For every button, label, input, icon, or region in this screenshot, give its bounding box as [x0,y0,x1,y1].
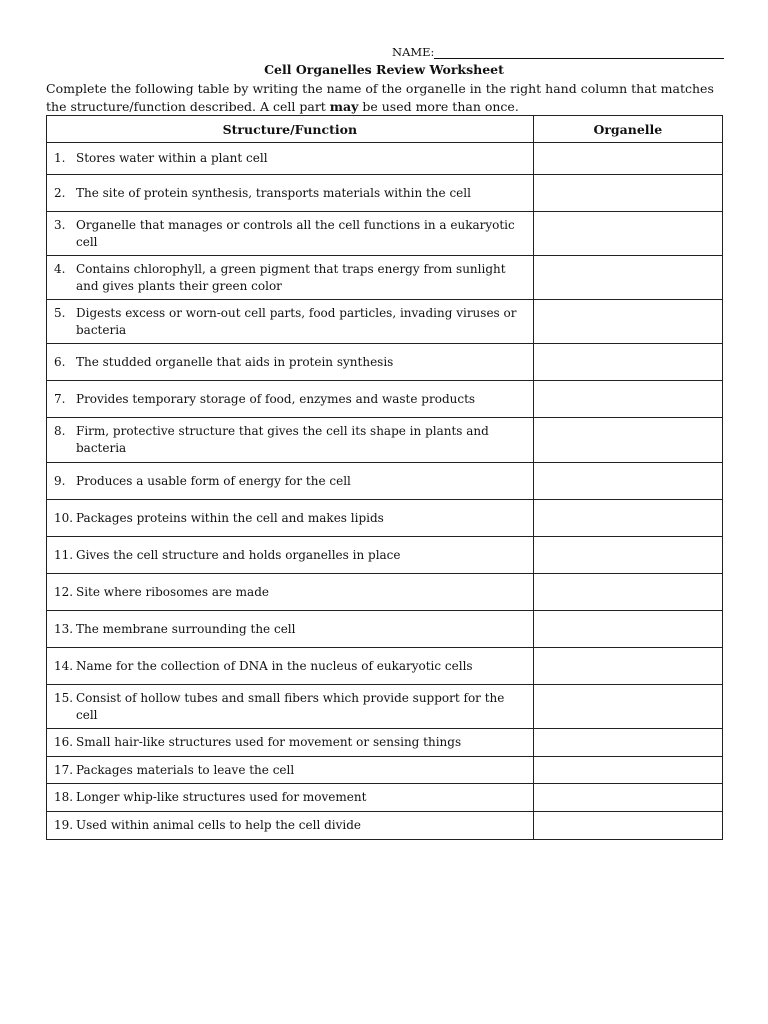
organelle-table [46,115,723,840]
item-description: The studded organelle that aids in protein synthesis [76,354,394,369]
list-item [47,690,533,724]
organelle-answer-field[interactable] [533,812,722,840]
list-item [47,423,533,457]
organelle-answer-field[interactable] [533,537,722,574]
table-row [47,685,723,729]
item-number: 8. [54,424,66,438]
table-row [47,175,723,212]
structure-function-cell [47,300,534,344]
table-row [47,500,723,537]
item-description: The membrane surrounding the cell [76,621,296,636]
name-label: NAME: [392,45,435,59]
table-row [47,812,723,840]
structure-function-cell [47,500,534,537]
item-number: 4. [54,261,66,276]
name-field[interactable] [392,44,724,61]
organelle-answer-field[interactable] [533,500,722,537]
item-description: Digests excess or worn-out cell parts, food particles, invading viruses or bacteria [76,305,517,337]
list-item [47,762,533,779]
list-item [47,354,533,371]
instructions-text: Complete the following table by writing the name of the organelle in the right hand column that matches the structure/function described. A cell part [46,81,714,114]
table-row [47,757,723,784]
item-description: Produces a usable form of energy for the cell [76,473,351,488]
worksheet-title: Cell Organelles Review Worksheet [264,62,504,77]
list-item [47,621,533,638]
table-row [47,648,723,685]
item-description: Packages proteins within the cell and makes lipids [76,510,384,525]
structure-function-cell [47,648,534,685]
structure-function-cell [47,463,534,500]
list-item [47,473,533,490]
item-description: The site of protein synthesis, transports materials within the cell [76,185,471,200]
item-description: Organelle that manages or controls all the cell functions in a eukaryotic cell [76,217,515,249]
organelle-answer-field[interactable] [533,784,722,812]
item-description: Consist of hollow tubes and small fibers which provide support for the cell [76,690,505,722]
list-item [47,658,533,675]
structure-function-cell [47,611,534,648]
structure-function-cell [47,574,534,611]
organelle-answer-field[interactable] [533,212,722,256]
organelle-answer-field[interactable] [533,143,722,175]
item-number: 1. [54,151,66,165]
structure-function-cell [47,812,534,840]
table-row [47,611,723,648]
list-item [47,217,533,251]
item-description: Longer whip-like structures used for movement [76,790,367,804]
structure-function-cell [47,537,534,574]
item-number: 7. [54,391,66,406]
instructions-text-end: be used more than once. [358,99,519,114]
list-item [47,261,533,295]
name-underline[interactable] [434,58,724,59]
column-header-organelle: Organelle [533,116,722,143]
item-description: Name for the collection of DNA in the nucleus of eukaryotic cells [76,658,473,673]
structure-function-cell [47,418,534,463]
list-item [47,584,533,601]
item-number: 16. [54,735,74,749]
table-row [47,300,723,344]
table-row [47,537,723,574]
organelle-answer-field[interactable] [533,574,722,611]
organelle-answer-field[interactable] [533,757,722,784]
structure-function-cell [47,256,534,300]
organelle-answer-field[interactable] [533,344,722,381]
structure-function-cell [47,784,534,812]
table-row [47,463,723,500]
table-row [47,784,723,812]
item-number: 11. [54,547,74,562]
structure-function-cell [47,175,534,212]
structure-function-cell [47,757,534,784]
list-item [47,510,533,527]
structure-function-cell [47,685,534,729]
list-item [47,305,533,339]
item-number: 9. [54,473,66,488]
organelle-answer-field[interactable] [533,381,722,418]
item-number: 6. [54,354,66,369]
item-description: Firm, protective structure that gives the cell its shape in plants and bacteria [76,424,489,455]
structure-function-cell [47,143,534,175]
item-description: Site where ribosomes are made [76,584,269,599]
table-row [47,574,723,611]
item-description: Used within animal cells to help the cell divide [76,818,362,832]
organelle-answer-field[interactable] [533,418,722,463]
table-row [47,418,723,463]
table-row [47,143,723,175]
list-item [47,391,533,408]
structure-function-cell [47,344,534,381]
table-row [47,729,723,757]
organelle-answer-field[interactable] [533,685,722,729]
instructions [46,80,736,116]
item-number: 17. [54,762,74,777]
item-number: 3. [54,217,66,232]
organelle-answer-field[interactable] [533,463,722,500]
column-header-structure: Structure/Function [47,116,534,143]
item-number: 5. [54,305,66,320]
item-description: Small hair-like structures used for movement or sensing things [76,735,462,749]
list-item [47,789,533,806]
table-row [47,256,723,300]
structure-function-cell [47,381,534,418]
item-number: 14. [54,658,74,673]
organelle-answer-field[interactable] [533,648,722,685]
list-item [47,185,533,202]
item-description: Packages materials to leave the cell [76,762,295,777]
table-row [47,212,723,256]
organelle-answer-field[interactable] [533,729,722,757]
item-description: Gives the cell structure and holds organelles in place [76,547,401,562]
organelle-answer-field[interactable] [533,611,722,648]
table-row [47,344,723,381]
structure-function-cell [47,729,534,757]
item-number: 13. [54,621,74,636]
table-row [47,381,723,418]
item-number: 18. [54,790,74,804]
item-number: 10. [54,510,74,525]
item-number: 12. [54,584,74,599]
list-item [47,817,533,834]
instructions-emphasis: may [329,99,359,114]
item-number: 15. [54,690,74,705]
list-item [47,547,533,564]
list-item [47,150,533,167]
organelle-answer-field[interactable] [533,175,722,212]
table-body [47,143,723,840]
table-header-row [47,116,723,143]
structure-function-cell [47,212,534,256]
item-description: Provides temporary storage of food, enzymes and waste products [76,391,476,406]
organelle-answer-field[interactable] [533,256,722,300]
list-item [47,734,533,751]
item-description: Contains chlorophyll, a green pigment that traps energy from sunlight and gives plants their green color [76,261,506,293]
organelle-answer-field[interactable] [533,300,722,344]
item-number: 2. [54,185,66,200]
item-description: Stores water within a plant cell [76,151,268,165]
item-number: 19. [54,818,74,832]
